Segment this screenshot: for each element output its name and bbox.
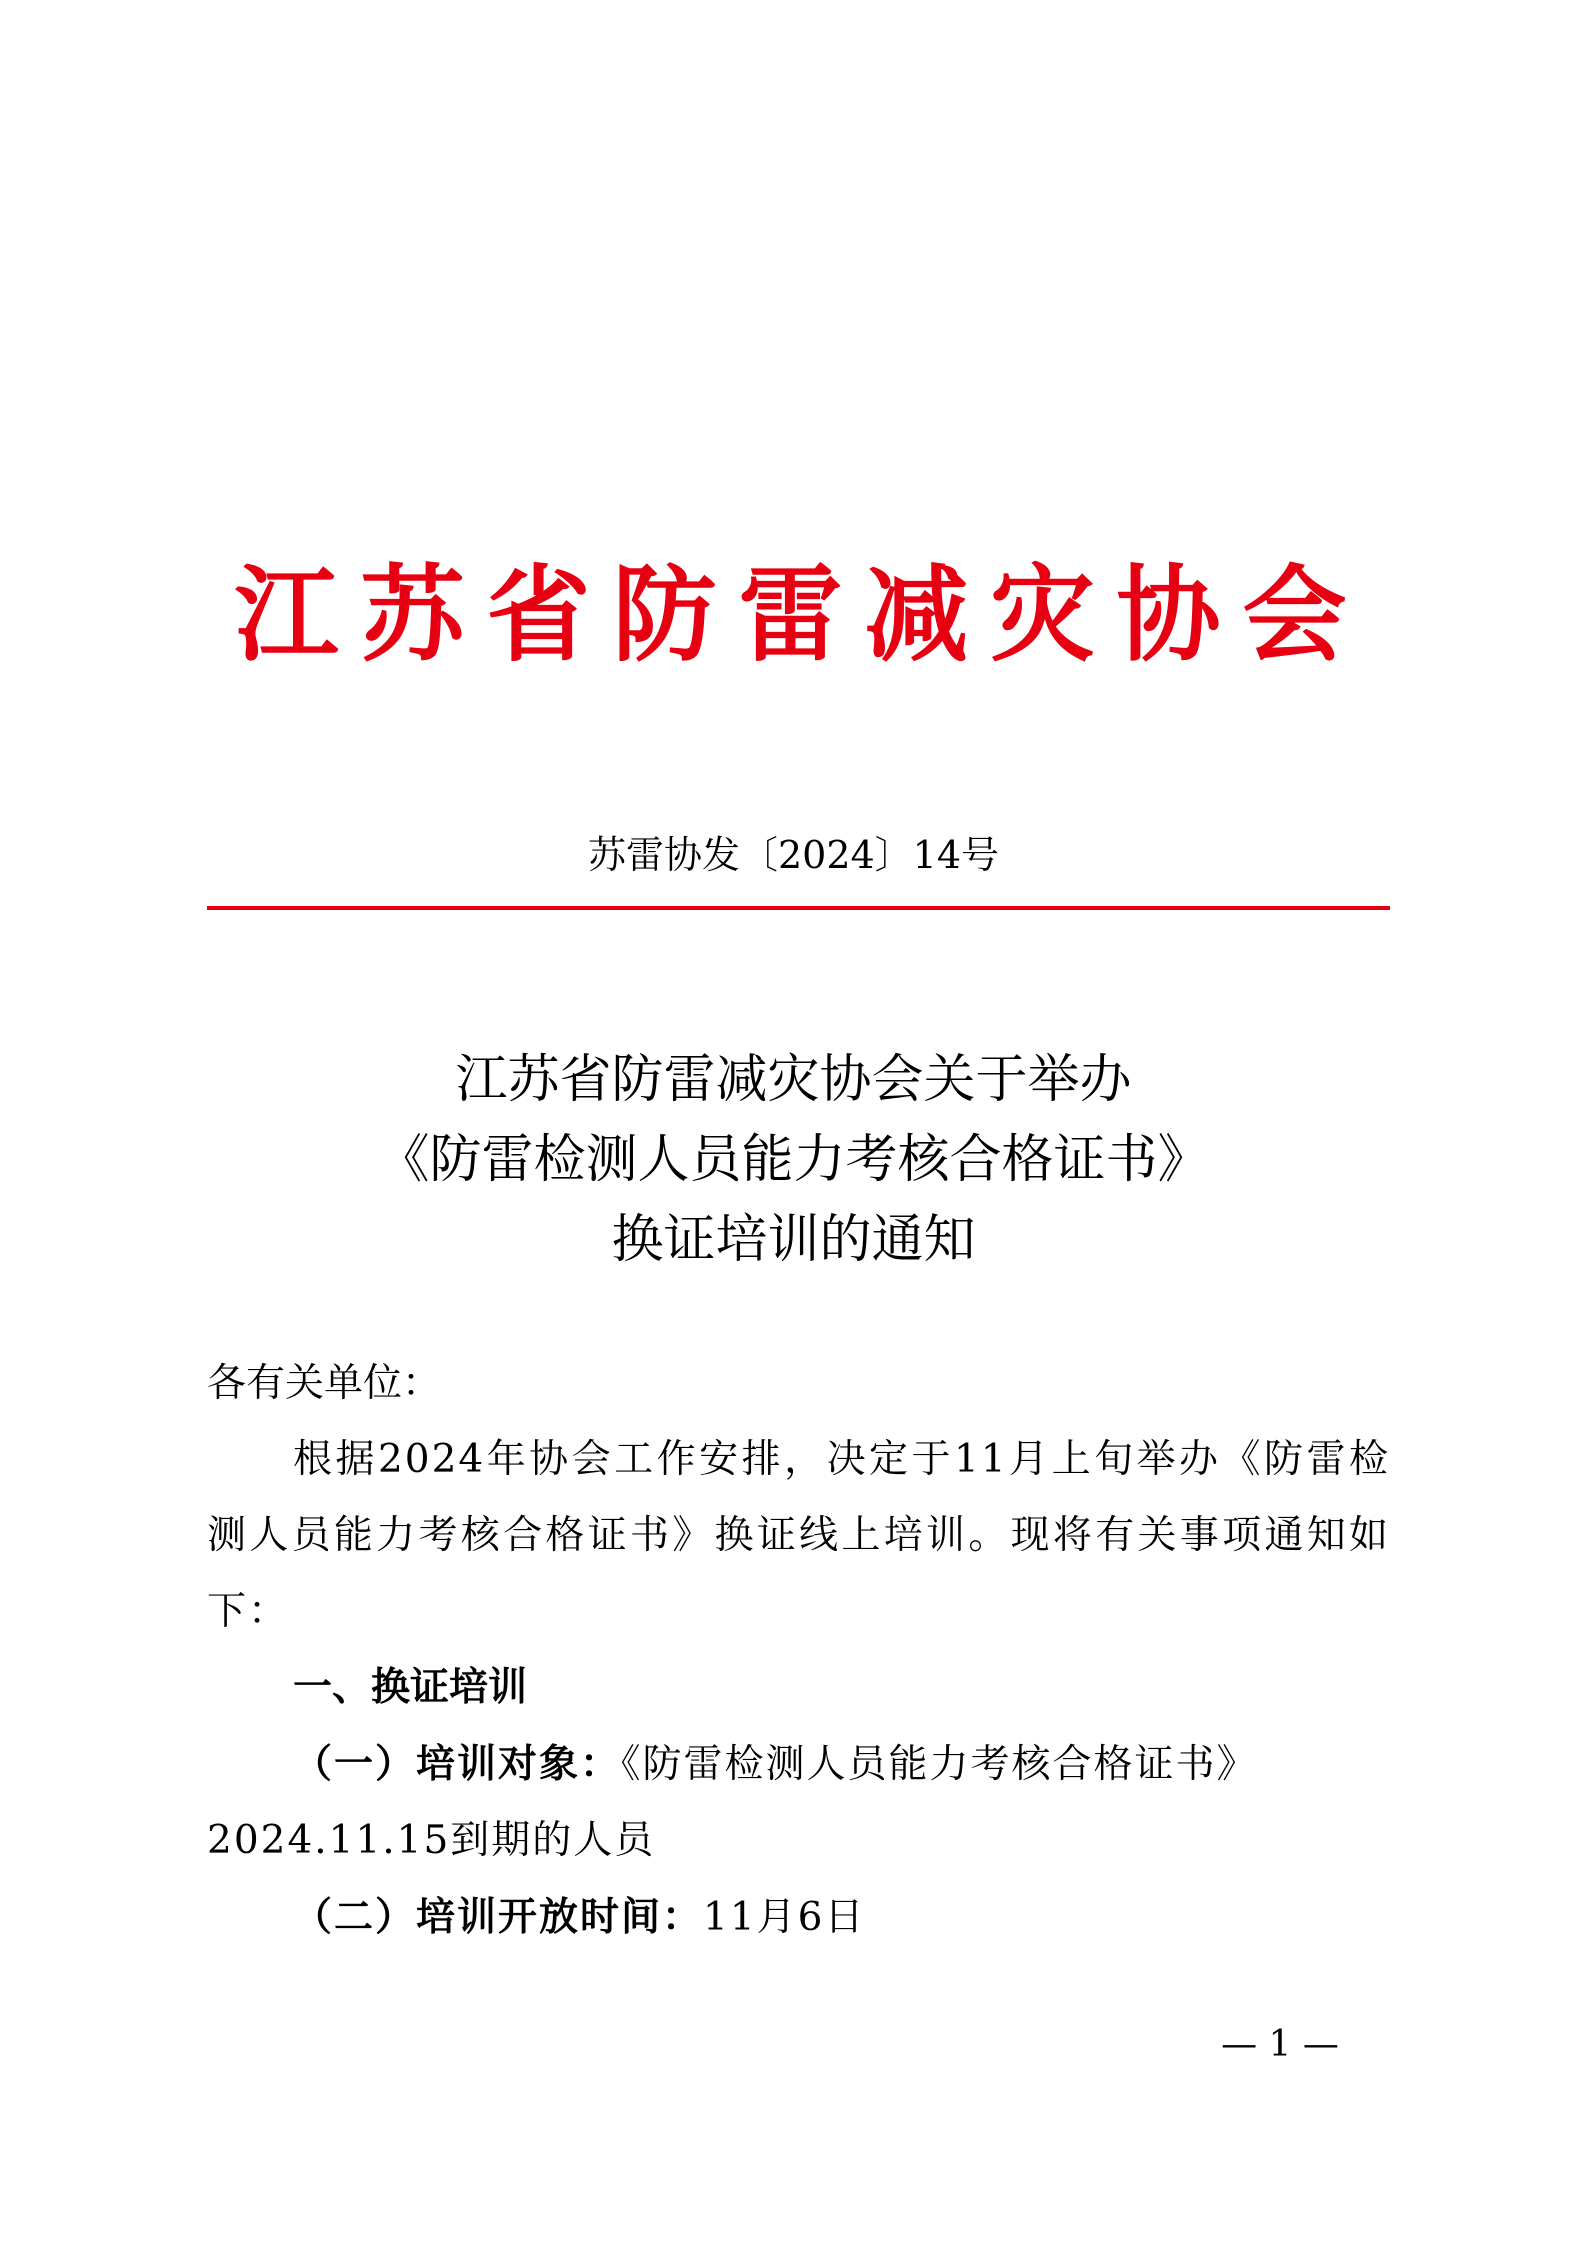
training-target-text: 《防雷检测人员能力考核合格证书》2024.11.15到期的人员 xyxy=(207,1742,1258,1863)
title-line-1: 江苏省防雷减灾协会关于举办 xyxy=(455,1050,1132,1110)
notice-body xyxy=(207,1346,1390,1956)
masthead-organization-name: 江苏省防雷减灾协会 xyxy=(234,554,1369,676)
salutation: 各有关单位： xyxy=(207,1361,442,1406)
training-target-label: （一）培训对象： xyxy=(293,1741,622,1787)
title-line-2: 《防雷检测人员能力考核合格证书》 xyxy=(377,1130,1210,1190)
page-number: — 1 — xyxy=(1221,2024,1339,2065)
document-number: 苏雷协发〔2024〕14号 xyxy=(587,833,1000,877)
intro-paragraph: 根据2024年协会工作安排，决定于11月上旬举办《防雷检测人员能力考核合格证书》换证线上培训。现将有关事项通知如下： xyxy=(207,1437,1390,1634)
title-line-3: 换证培训的通知 xyxy=(611,1210,976,1270)
training-open-time-item xyxy=(207,1879,1390,1956)
training-open-time-label: （二）培训开放时间： xyxy=(293,1894,704,1940)
training-open-time-text: 11月6日 xyxy=(703,1895,866,1940)
red-divider-line xyxy=(207,906,1390,910)
notice-title xyxy=(0,1040,1587,1280)
section-heading: 一、换证培训 xyxy=(293,1665,528,1710)
training-target-item xyxy=(207,1726,1390,1879)
